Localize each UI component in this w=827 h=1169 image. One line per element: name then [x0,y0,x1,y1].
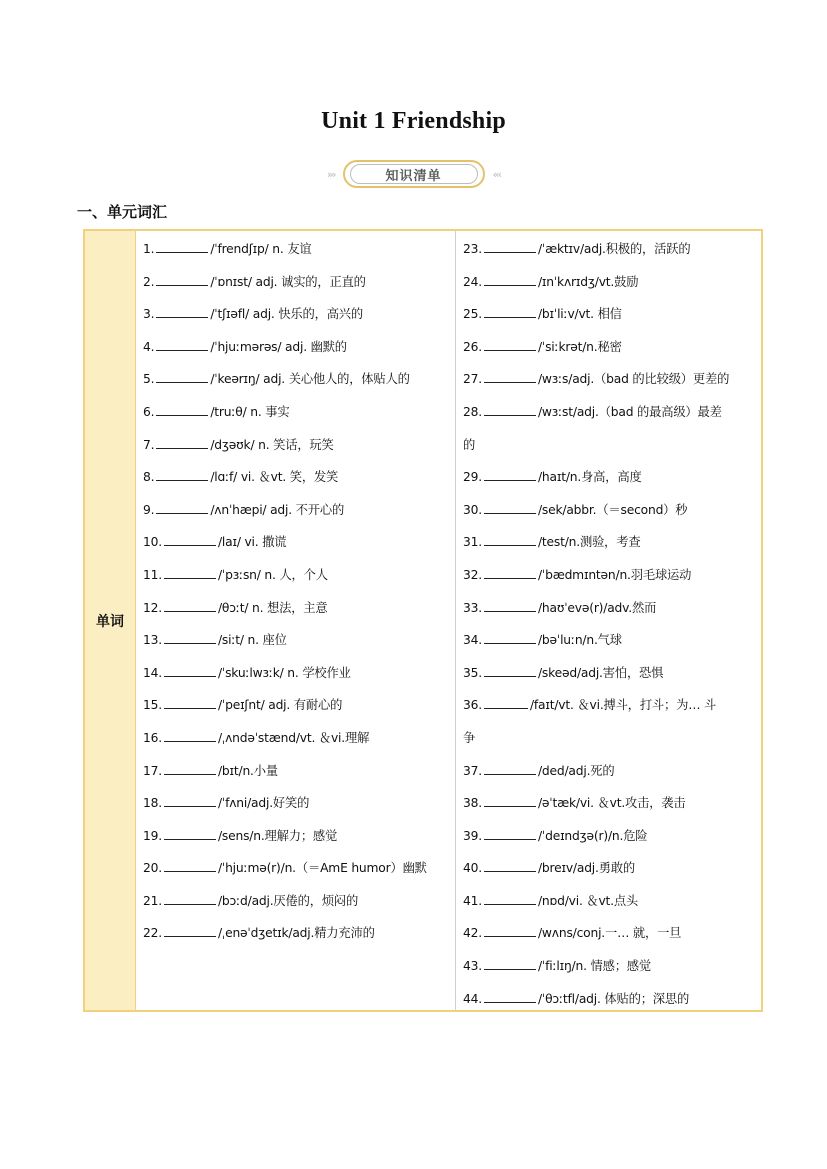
item-definition: /ˈbædmɪntən/n.羽毛球运动 [537,567,692,582]
item-definition: /ˈfrendʃɪp/ n. 友谊 [210,242,312,256]
answer-blank[interactable] [484,926,536,937]
answer-blank[interactable] [164,894,216,905]
answer-blank[interactable] [484,340,536,351]
vocab-item [143,820,455,853]
item-definition: /faɪt/vt. ＆vi.搏斗，打斗；为… 斗 [529,698,717,713]
left-arrows-icon: ››› [326,167,335,181]
section-badge [0,158,827,190]
item-number: 13. [143,633,162,648]
vocab-item [143,233,455,266]
item-number: 38. [463,796,482,811]
item-number: 44. [463,991,482,1006]
item-definition: 争 [463,730,476,745]
item-number: 34. [463,633,482,648]
item-definition: /ɪnˈkʌrɪdʒ/vt.鼓励 [537,274,639,289]
vocab-item [463,917,761,950]
answer-blank[interactable] [484,568,536,579]
item-number: 23. [463,242,482,256]
vocab-item [463,592,761,625]
item-definition: /bɪt/n.小量 [217,763,278,778]
item-definition: /ˈfʌni/adj.好笑的 [217,796,310,811]
vocab-item [143,592,455,625]
answer-blank[interactable] [164,568,216,579]
item-definition: /ˈdeɪndʒə(r)/n.危险 [537,828,648,843]
item-definition: /bəˈluːn/n.气球 [537,633,622,648]
vocab-item [143,722,455,755]
answer-blank[interactable] [156,275,208,286]
answer-blank[interactable] [484,796,536,807]
answer-blank[interactable] [164,861,216,872]
item-definition: /breɪv/adj.勇敢的 [537,861,636,876]
item-definition: /bɪˈliːv/vt. 相信 [537,307,622,322]
item-number: 43. [463,959,482,974]
item-number: 30. [463,502,482,517]
answer-blank[interactable] [164,829,216,840]
vocab-item [463,950,761,983]
answer-blank[interactable] [484,535,536,546]
answer-blank[interactable] [484,666,536,677]
item-number: 15. [143,698,162,713]
vocab-item [463,983,761,1016]
item-number: 42. [463,926,482,941]
vocab-item [143,755,455,788]
item-definition: /dʒəʊk/ n. 笑话，玩笑 [210,437,334,452]
item-definition: /nɒd/vi. ＆vt.点头 [537,893,639,908]
vocab-item [463,689,761,722]
item-number: 36. [463,698,482,713]
item-number: 32. [463,567,482,582]
item-definition: 的 [463,437,476,452]
item-number: 19. [143,828,162,843]
vocab-item [143,494,455,527]
answer-blank[interactable] [484,372,536,383]
vocab-item [143,559,455,592]
vocab-item [463,396,761,429]
item-number: 40. [463,861,482,876]
vocab-item [143,526,455,559]
item-definition: /bɔːd/adj.厌倦的，烦闷的 [217,893,359,908]
answer-blank[interactable] [484,275,536,286]
item-number: 35. [463,665,482,680]
vocab-item [143,396,455,429]
answer-blank[interactable] [164,601,216,612]
vocab-item [463,429,761,462]
answer-blank[interactable] [484,503,536,514]
item-number: 25. [463,307,482,322]
item-definition: /wʌns/conj.一… 就，一旦 [537,926,682,941]
answer-blank[interactable] [484,242,536,253]
vocab-item [143,624,455,657]
item-definition: /ˈpɜːsn/ n. 人，个人 [217,567,328,582]
item-definition: /haɪt/n.身高，高度 [537,470,642,485]
item-number: 18. [143,796,162,811]
vocab-item [463,298,761,331]
item-number: 5. [143,372,155,387]
vocab-item [463,461,761,494]
item-number: 6. [143,404,155,419]
answer-blank[interactable] [164,633,216,644]
item-number: 9. [143,502,155,517]
item-definition: /ʌnˈhæpi/ adj. 不开心的 [210,502,345,517]
section-heading: 一、单元词汇 [77,203,168,221]
vocab-item [143,917,455,950]
answer-blank[interactable] [484,470,536,481]
item-number: 16. [143,730,162,745]
vocab-item [463,624,761,657]
item-definition: /laɪ/ vi. 撒谎 [217,535,287,550]
item-number: 27. [463,372,482,387]
item-definition: /sens/n.理解力；感觉 [217,828,338,843]
item-definition: /ˌʌndəˈstænd/vt. ＆vi.理解 [217,730,370,745]
item-number: 37. [463,763,482,778]
vocab-item [143,657,455,690]
item-number: 11. [143,567,162,582]
vocab-item [463,266,761,299]
answer-blank[interactable] [164,926,216,937]
item-definition: /ˈhjuːmə(r)/n.（＝AmE humor）幽默 [217,861,427,876]
item-number: 28. [463,404,482,419]
item-definition: /ˈfiːlɪŋ/n. 情感；感觉 [537,959,651,974]
vocab-item [463,755,761,788]
answer-blank[interactable] [164,764,216,775]
item-definition: /wɜːs/adj.（bad 的比较级）更差的 [537,372,730,387]
item-number: 21. [143,893,162,908]
vocab-item [143,689,455,722]
answer-blank[interactable] [484,861,536,872]
item-definition: /əˈtæk/vi. ＆vt.攻击，袭击 [537,796,686,811]
answer-blank[interactable] [156,307,208,318]
item-definition: /ˈsiːkrət/n.秘密 [537,339,622,354]
item-definition: /test/n.测验，考查 [537,535,641,550]
vocab-item [143,363,455,396]
answer-blank[interactable] [484,959,536,970]
item-definition: /ˈkeərɪŋ/ adj. 关心他人的，体贴人的 [210,372,410,387]
answer-blank[interactable] [484,764,536,775]
item-definition: /haʊˈevə(r)/adv.然而 [537,600,657,615]
answer-blank[interactable] [164,796,216,807]
answer-blank[interactable] [484,601,536,612]
vocab-item [143,787,455,820]
item-number: 3. [143,307,155,322]
answer-blank[interactable] [164,666,216,677]
answer-blank[interactable] [484,698,528,709]
vocab-item [463,363,761,396]
item-number: 39. [463,828,482,843]
answer-blank[interactable] [156,372,208,383]
answer-blank[interactable] [156,405,208,416]
vocab-item [463,885,761,918]
item-definition: /truːθ/ n. 事实 [210,404,290,419]
item-number: 26. [463,339,482,354]
vocab-item [143,429,455,462]
answer-blank[interactable] [156,438,208,449]
answer-blank[interactable] [484,992,536,1003]
item-number: 17. [143,763,162,778]
item-definition: /ˈθɔːtfl/adj. 体贴的；深思的 [537,991,690,1006]
item-number: 7. [143,437,155,452]
item-number: 1. [143,242,155,256]
item-number: 2. [143,274,155,289]
item-number: 4. [143,339,155,354]
item-number: 31. [463,535,482,550]
item-definition: /ˈtʃɪəfl/ adj. 快乐的，高兴的 [210,307,364,322]
item-definition: /lɑːf/ vi. ＆vt. 笑，发笑 [210,470,339,485]
item-definition: /siːt/ n. 座位 [217,633,287,648]
vocab-item [463,526,761,559]
item-definition: /skeəd/adj.害怕，恐惧 [537,665,664,680]
vocab-table [83,229,763,1012]
answer-blank[interactable] [164,698,216,709]
vocab-item [463,787,761,820]
item-number: 14. [143,665,162,680]
vocab-item [143,266,455,299]
vocab-item [463,657,761,690]
item-number: 10. [143,535,162,550]
item-number: 33. [463,600,482,615]
answer-blank[interactable] [156,470,208,481]
badge-frame [343,160,485,188]
item-definition: /θɔːt/ n. 想法，主意 [217,600,328,615]
item-number: 24. [463,274,482,289]
item-definition: /wɜːst/adj.（bad 的最高级）最差 [537,404,722,419]
answer-blank[interactable] [484,307,536,318]
left-column [136,231,456,1010]
item-definition: /ˈpeɪʃnt/ adj. 有耐心的 [217,698,343,713]
item-number: 22. [143,926,162,941]
answer-blank[interactable] [484,405,536,416]
vocab-item [463,820,761,853]
vocab-item [143,885,455,918]
item-definition: /ˈɒnɪst/ adj. 诚实的，正直的 [210,274,366,289]
item-number: 20. [143,861,162,876]
side-label: 单词 [85,231,136,1010]
right-arrows-icon: ‹‹‹ [492,167,501,181]
item-definition: /ded/adj.死的 [537,763,615,778]
answer-blank[interactable] [156,242,208,253]
vocab-item [143,331,455,364]
answer-blank[interactable] [484,633,536,644]
item-number: 29. [463,470,482,485]
vocab-item [463,494,761,527]
vocab-item [143,852,455,885]
answer-blank[interactable] [156,503,208,514]
item-number: 12. [143,600,162,615]
vocab-item [463,852,761,885]
item-definition: /ˈskuːlwɜːk/ n. 学校作业 [217,665,351,680]
vocab-item [143,298,455,331]
vocab-item [143,461,455,494]
item-number: 8. [143,470,155,485]
item-definition: /ˈhjuːmərəs/ adj. 幽默的 [210,339,347,354]
item-definition: /ˌenəˈdʒetɪk/adj.精力充沛的 [217,926,375,941]
answer-blank[interactable] [156,340,208,351]
vocab-item [463,331,761,364]
item-definition: /ˈæktɪv/adj.积极的，活跃的 [537,242,691,256]
answer-blank[interactable] [484,894,536,905]
answer-blank[interactable] [484,829,536,840]
right-column [456,231,761,1010]
answer-blank[interactable] [164,731,216,742]
page-title: Unit 1 Friendship [321,108,506,134]
vocab-item [463,722,761,755]
vocab-item [463,233,761,266]
item-definition: /sek/abbr.（＝second）秒 [537,502,688,517]
item-number: 41. [463,893,482,908]
answer-blank[interactable] [164,535,216,546]
vocab-item [463,559,761,592]
badge-label: 知识清单 [350,164,478,184]
